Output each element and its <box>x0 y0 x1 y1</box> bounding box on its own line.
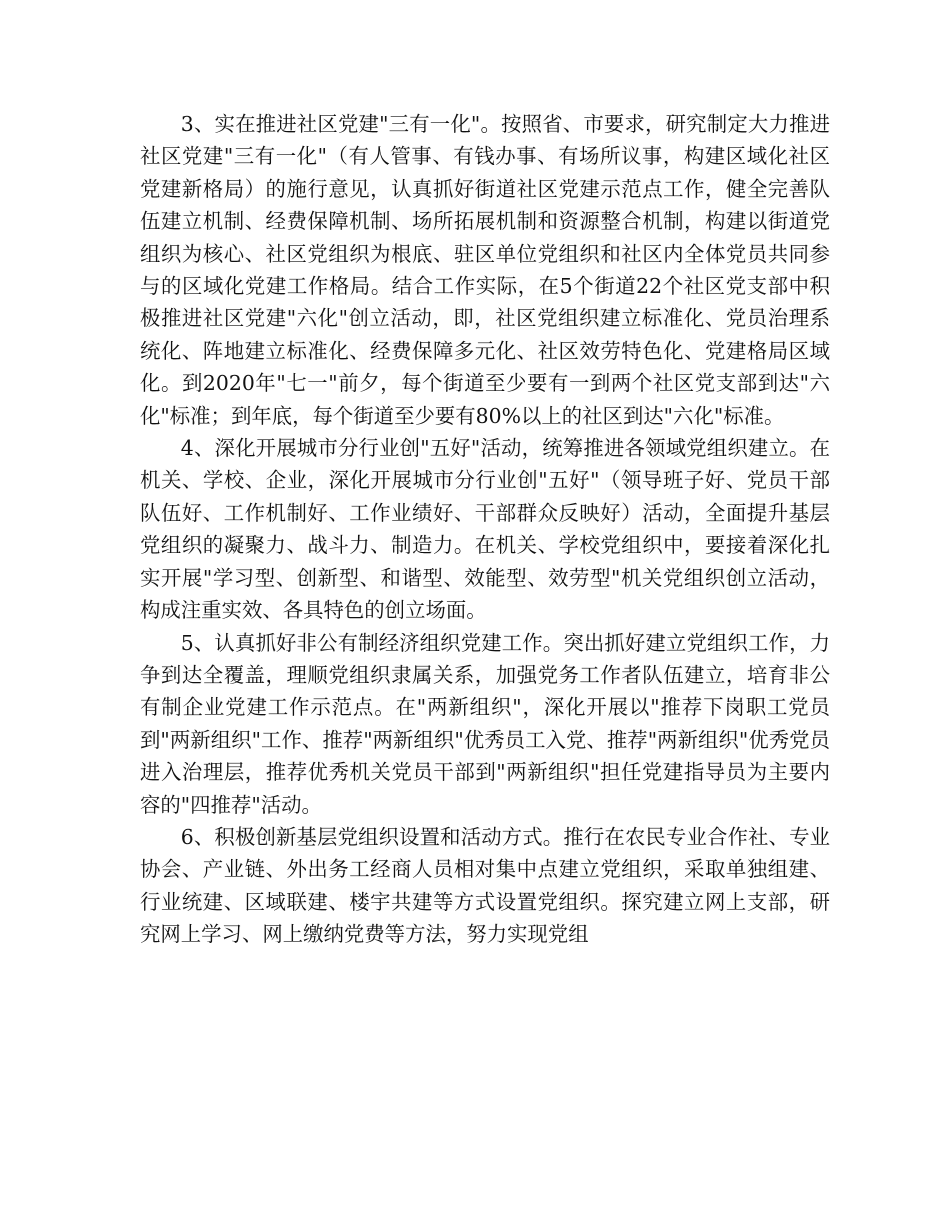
document-page <box>140 108 830 951</box>
paragraph-innovation-grassroots: 6、积极创新基层党组织设置和活动方式。推行在农民专业合作社、专业协会、产业链、外出务工经商人员相对集中点建立党组织，采取单独组建、行业统建、区域联建、楼宇共建等方式设置党组织。探究建立网上支部，研究网上学习、网上缴纳党费等方法，努力实现党组 <box>140 824 830 947</box>
paragraph-non-public-economy: 5、认真抓好非公有制经济组织党建工作。突出抓好建立党组织工作，力争到达全覆盖，理顺党组织隶属关系，加强党务工作者队伍建立，培育非公有制企业党建工作示范点。在"两新组织"，深化开展以"推荐下岗职工党员到"两新组织"工作、推荐"两新组织"优秀员工入党、推荐"两新组织"优秀党员进入治理层，推荐优秀机关党员干部到"两新组织"担任党建指导员为主要内容的"四推荐"活动。 <box>140 630 830 817</box>
paragraph-five-good-activity: 4、深化开展城市分行业创"五好"活动，统筹推进各领域党组织建立。在机关、学校、企业，深化开展城市分行业创"五好"（领导班子好、党员干部队伍好、工作机制好、工作业绩好、干部群众反映好）活动，全面提升基层党组织的凝聚力、战斗力、制造力。在机关、学校党组织中，要接着深化扎实开展"学习型、创新型、和谐型、效能型、效劳型"机关党组织创立活动，构成注重实效、各具特色的创立场面。 <box>140 436 830 623</box>
paragraph-community-party-building: 3、实在推进社区党建"三有一化"。按照省、市要求，研究制定大力推进社区党建"三有一化"（有人管事、有钱办事、有场所议事，构建区域化社区党建新格局）的施行意见，认真抓好街道社区党建示范点工作，健全完善队伍建立机制、经费保障机制、场所拓展机制和资源整合机制，构建以街道党组织为核心、社区党组织为根底、驻区单位党组织和社区内全体党员共同参与的区域化党建工作格局。结合工作实际，在5个街道22个社区党支部中积极推进社区党建"六化"创立活动，即，社区党组织建立标准化、党员治理系统化、阵地建立标准化、经费保障多元化、社区效劳特色化、党建格局区域化。到2020年"七一"前夕，每个街道至少要有一到两个社区党支部到达"六化"标准；到年底，每个街道至少要有80%以上的社区到达"六化"标准。 <box>140 112 830 428</box>
